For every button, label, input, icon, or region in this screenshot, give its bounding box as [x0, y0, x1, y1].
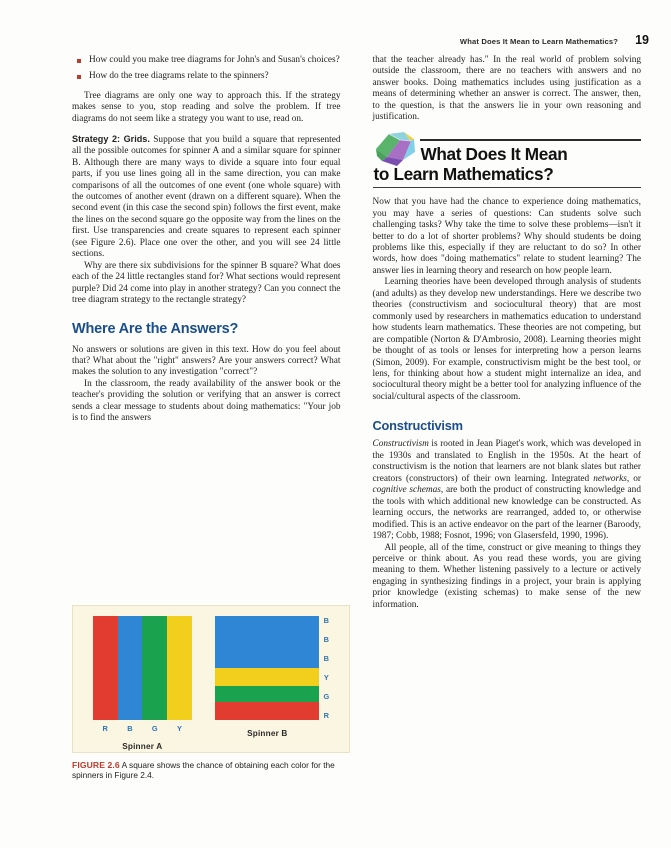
list-item: How do the tree diagrams relate to the spinners?: [76, 71, 341, 82]
spinner-b-square: [215, 616, 319, 720]
spinner-b-caption: Spinner B: [247, 729, 288, 738]
paragraph-why-subdivisions: Why are there six subdivisions for the spinner B square? What does each of the 24 little rectangles stand for? What sections would represent purple? Did 24 come into play in another strategy? Can you connect the tree diagram strategy to the rectangle strategy?: [72, 260, 341, 306]
strategy-two-text: Suppose that you build a square that represented all the possible outcomes for spinner A and a similar square for spinner B. Although there are many ways to divide a square into four equal parts, if you use lines going all in the same direction, you can make comparisons of all the outcomes of one event (one whole square) with the outcomes of another event (drawn on a different square). When the second event (in this case the second spin) follows the first event, make the lines on the second square go the opposite way from the lines on the first. Use transparencies and create squares to represent each spinner (see Figure 2.6). Place one over the other, and you will see 24 little sections.: [72, 134, 341, 260]
spinner-b-letters: [323, 616, 329, 720]
page-number: 19: [635, 33, 649, 47]
running-head-title: What Does It Mean to Learn Mathematics?: [459, 37, 619, 46]
figure-caption: [72, 760, 350, 780]
spinner-b-band-blue: [215, 616, 319, 668]
feature-heading-line-1: What Does It Mean: [420, 144, 568, 165]
running-head: [460, 33, 649, 47]
polyhedron-icon: [373, 130, 417, 168]
term-networks: networks: [593, 473, 627, 484]
paragraph-constructivism-definition: [373, 439, 642, 542]
feature-rule-bottom: [373, 187, 642, 188]
figure-caption-lead: FIGURE 2.6: [72, 760, 120, 770]
spinner-a-letters: [93, 724, 192, 733]
heading-where-are-the-answers: Where Are the Answers?: [72, 320, 239, 337]
spinner-a-letter: R: [102, 724, 108, 733]
figure-caption-text: A square shows the chance of obtaining each color for the spinners in Figure 2.4.: [72, 760, 335, 780]
left-column: [72, 55, 341, 824]
paragraph-all-people: All people, all of the time, construct or give meaning to things they perceive or think about. As you read these words, you are giving meaning to them. Whether listening passively to a lecture or actively engaging in synthesizing findings in a project, your brain is applying prior knowledge (existing schemas) to make sense of the new information.: [372, 542, 641, 610]
spinner-a-section-g: [142, 616, 167, 720]
heading-constructivism: Constructivism: [372, 418, 463, 434]
spinner-b-band-red: [215, 702, 319, 720]
figure-image: [72, 605, 350, 753]
feature-heading-block: [373, 139, 642, 188]
constructivism-tail: , are both the product of constructing knowledge and the tools with which additional new knowledge can be constructed. As learning occurs, the networks are rearranged, added to, or otherwise modified. This is an active endeavor on the part of the learner (Baroody, 1987; Cobb, 1988; Fosnot, 1996; von Glasersfeld, 1990, 1996).: [372, 485, 641, 542]
right-column: [373, 55, 642, 824]
spinner-b-letter: R: [323, 710, 329, 720]
paragraph-no-answers: No answers or solutions are given in this text. How do you feel about that? What about the "right" answers? Are your answers correct? What makes the solution to any investigation "correct"?: [72, 344, 341, 378]
paragraph-teacher-answers: that the teacher already has." In the real world of problem solving outside the classroom, there are no teachers with answers and no answer books. Doing mathematics includes using justification as a means of determining whether an answer is correct. The answer, then, to the question, is that the answers lie in your own reasoning and justification.: [372, 55, 641, 123]
term-constructivism: Constructivism: [372, 439, 429, 450]
spinner-b-letter: G: [323, 691, 330, 701]
spinner-b-letter: B: [323, 616, 329, 625]
feature-heading-line-2: to Learn Mathematics?: [373, 163, 554, 184]
spinner-b-letter: B: [323, 653, 329, 663]
paragraph-in-the-classroom: In the classroom, the ready availability of the answer book or the teacher's providing the solution or verifying that an answer is correct sends a clear message to students about doing mathematics: "Your job is to find the answers: [72, 378, 341, 424]
figure-2-6: [72, 605, 350, 780]
spinner-a-caption: Spinner A: [122, 742, 163, 751]
feature-rule-top: [420, 139, 642, 141]
spinner-a-section-r: [93, 616, 118, 720]
spinner-a-square: [93, 616, 192, 720]
list-item: How could you make tree diagrams for John's and Susan's choices?: [76, 55, 341, 66]
spinner-b-letter: Y: [323, 672, 329, 682]
spinner-a-letter: B: [127, 724, 133, 733]
spinner-a-section-b: [118, 616, 143, 720]
paragraph-strategy-two: [72, 134, 341, 261]
spinner-b-band-green: [215, 686, 319, 703]
constructivism-or: , or: [626, 473, 641, 484]
spinner-b-letter: B: [323, 634, 329, 644]
spinner-a-block: [93, 616, 192, 751]
spinner-a-section-y: [167, 616, 192, 720]
spinner-b-block: [215, 616, 329, 738]
question-bullet-list: [76, 55, 341, 82]
constructivism-rest: is rooted in Jean Piaget's work, which was developed in the 1930s and translated to English in the 1950s. At the heart of constructivism is the notion that learners are not blank slates but rather creators (constructors) of their own learning. Integrated: [372, 439, 641, 484]
paragraph-now-that-you-have: Now that you have had the chance to experience doing mathematics, you may have a series of questions: Can students solve such challenging tasks? Why take the time to solve these problems—isn't it better to do a lot of shorter problems? Why should students be doing problems like this, especially if they are reluctant to do so? In other words, how does "doing mathematics" relate to student learning? The answer lies in learning theory and research on how people learn.: [372, 197, 641, 276]
feature-heading: [373, 144, 568, 184]
term-cognitive-schemas: cognitive schemas: [372, 485, 441, 496]
strategy-two-label: Strategy 2: Grids.: [72, 133, 150, 144]
body-columns: [72, 55, 641, 824]
spinner-b-band-yellow: [215, 668, 319, 686]
paragraph-learning-theories: Learning theories have been developed through analysis of students (and adults) as they develop new understandings. Here we describe two theories (constructivism and sociocultural theory) that are most commonly used by researchers in mathematics education to understand how students learn mathematics. These theories are not competing, but are compatible (Norton & D'Ambrosio, 2008). Learning theories might be thought of as tools or lenses for interpreting how a person learns (Simon, 2009). For example, constructivism might be the best tool, or lens, for thinking about how a student might internalize an idea, and sociocultural theory might be a better tool for analyzing influence of the social/cultural aspects of the classroom.: [372, 277, 641, 402]
spinner-a-letter: G: [151, 724, 158, 733]
spinner-a-letter: Y: [176, 724, 182, 733]
paragraph-tree-diagrams: Tree diagrams are only one way to approach this. If the strategy makes sense to you, stop reading and solve the problem. If tree diagrams do not seem like a strategy you want to use, read on.: [72, 90, 341, 124]
